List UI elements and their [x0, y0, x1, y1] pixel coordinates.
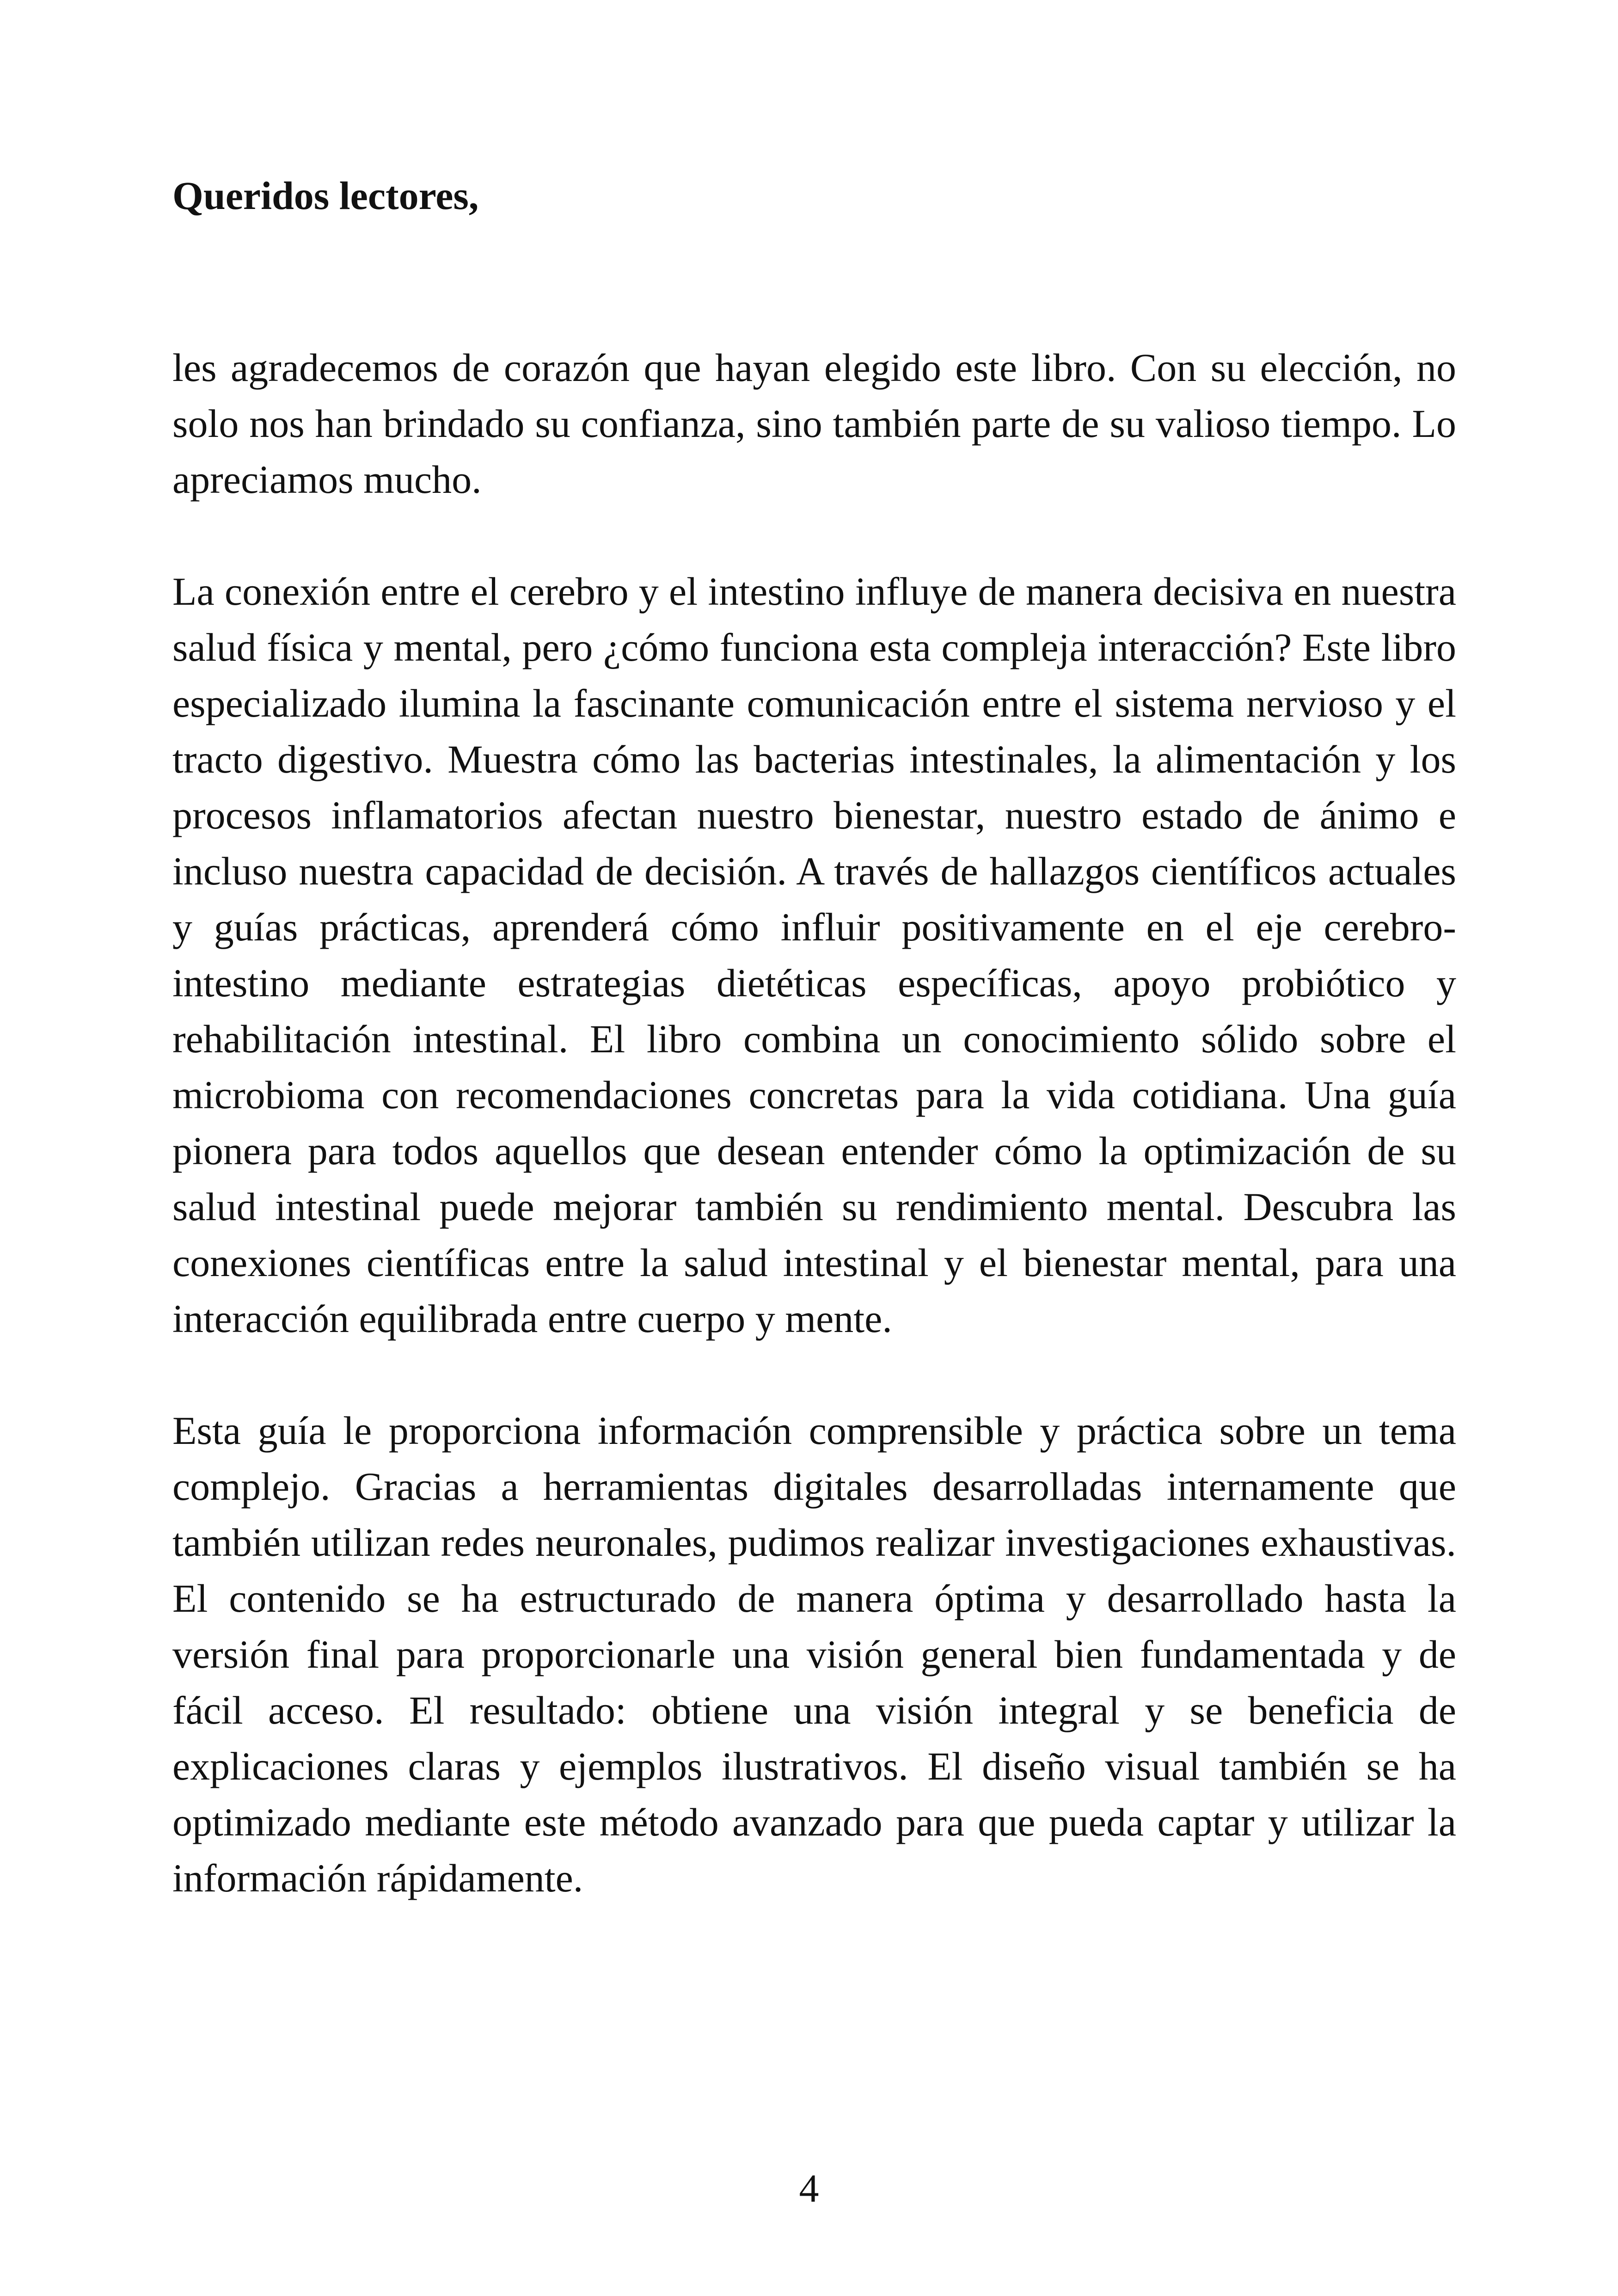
- page-number: 4: [799, 2166, 819, 2210]
- greeting-heading: Queridos lectores,: [172, 173, 479, 218]
- paragraph-guide-method: Esta guía le proporciona información comprensible y práctica sobre un tema complejo. Gracias a herramientas digitales desarrolladas internamente que también utilizan redes neuronales, pudimos realizar investigaciones exhaustivas. El contenido se ha estructurado de manera óptima y desarrollado hasta la versión final para proporcionarle una visión general bien fundamentada y de fácil acceso. El resultado: obtiene una visión integral y se beneficia de explicaciones claras y ejemplos ilustrativos. El diseño visual también se ha optimizado mediante este método avanzado para que pueda captar y utilizar la información rápidamente.: [172, 1408, 1456, 1900]
- body-text: [172, 340, 1456, 1906]
- paragraph-thanks: les agradecemos de corazón que hayan elegido este libro. Con su elección, no solo nos han brindado su confianza, sino también parte de su valioso tiempo. Lo apreciamos mucho.: [172, 345, 1456, 502]
- paragraph-gut-brain-connection: La conexión entre el cerebro y el intestino influye de manera decisiva en nuestra salud física y mental, pero ¿cómo funciona esta compleja interacción? Este libro especializado ilumina la fascinante comunicación entre el sistema nervioso y el tracto digestivo. Muestra cómo las bacterias intestinales, la alimentación y los procesos inflamatorios afectan nuestro bienestar, nuestro estado de ánimo e incluso nuestra capacidad de decisión. A través de hallazgos científicos actuales y guías prácticas, aprenderá cómo influir positivamente en el eje cerebro-intestino mediante estrategias dietéticas específicas, apoyo probiótico y rehabilitación intestinal. El libro combina un conocimiento sólido sobre el microbioma con recomendaciones concretas para la vida cotidiana. Una guía pionera para todos aquellos que desean entender cómo la optimización de su salud intestinal puede mejorar también su rendimiento mental. Descubra las conexiones científicas entre la salud intestinal y el bienestar mental, para una interacción equilibrada entre cuerpo y mente.: [172, 569, 1456, 1341]
